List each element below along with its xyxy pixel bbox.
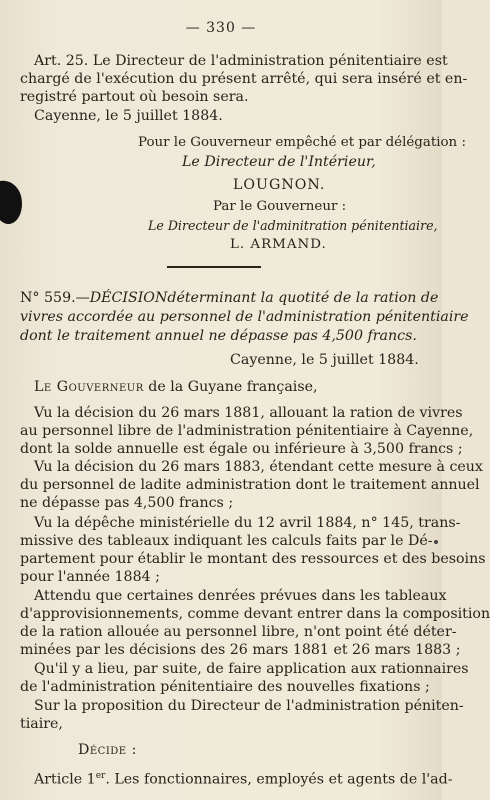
consideration-line-6: ne dépasse pas 4,500 francs ; — [20, 495, 234, 511]
article-1-line — [34, 767, 453, 789]
decision-heading-rest: déterminant la quotité de la ration de — [167, 290, 439, 306]
page-number: — 330 — — [185, 20, 257, 36]
consideration-line-1: Vu la décision du 26 mars 1881, allouant la ration de vivres — [34, 405, 463, 421]
article-1-superscript: er — [95, 771, 106, 781]
consideration-line-4: Vu la décision du 26 mars 1883, étendant cette mesure à ceux — [34, 459, 483, 475]
signature-name-armand: L. ARMAND. — [230, 237, 327, 252]
consideration-line-2: au personnel libre de l'administration pénitentiaire à Cayenne, — [20, 423, 474, 439]
consideration-line-17: Sur la proposition du Directeur de l'administration péniten- — [34, 698, 464, 714]
decision-heading-line-1 — [20, 289, 439, 307]
article-1-prefix: Article 1 — [34, 771, 96, 788]
consideration-line-16: de l'administration pénitentiaire des nouvelles fixations ; — [20, 679, 430, 695]
article-25-line-3: registré partout où besoin sera. — [20, 89, 249, 105]
decision-dash: — — [75, 290, 90, 306]
decision-title-word: DÉCISION — [89, 290, 168, 306]
decision-number: N° 559. — [20, 290, 76, 306]
article-25-line-2: chargé de l'exécution du présent arrêté, qui sera inséré et en- — [20, 71, 468, 87]
article-1-text: . Les fonctionnaires, employés et agents de l'ad- — [105, 771, 453, 788]
consideration-line-9: partement pour établir le montant des ressources et des besoins — [20, 551, 486, 567]
governor-territory: de la Guyane française, — [148, 379, 318, 395]
signature-director-interior-title: Le Directeur de l'Intérieur, — [182, 154, 376, 170]
consideration-line-11: Attendu que certaines denrées prévues dans les tableaux — [34, 588, 447, 604]
consideration-line-7: Vu la dépêche ministérielle du 12 avril 1884, n° 145, trans- — [34, 515, 461, 531]
governor-title: Le Gouverneur — [34, 379, 144, 395]
consideration-line-10: pour l'année 1884 ; — [20, 569, 160, 585]
date-line-1: Cayenne, le 5 juillet 1884. — [34, 108, 223, 124]
consideration-line-3: dont la solde annuelle est égale ou inférieure à 3,500 francs ; — [20, 441, 463, 457]
section-divider — [167, 266, 261, 268]
decide-heading: Décide : — [78, 742, 137, 758]
ink-blot-mark — [0, 177, 26, 226]
consideration-line-12: d'approvisionnements, comme devant entrer dans la composition — [20, 606, 490, 622]
consideration-line-15: Qu'il y a lieu, par suite, de faire application aux rationnaires — [34, 661, 469, 677]
consideration-line-18: tiaire, — [20, 716, 63, 732]
consideration-line-5: du personnel de ladite administration dont le traitement annuel — [20, 477, 480, 493]
ink-dot-mark — [434, 540, 438, 544]
consideration-line-13: de la ration allouée au personnel libre, n'ont point été déter- — [20, 624, 457, 640]
signature-par-le-gouverneur: Par le Gouverneur : — [213, 199, 347, 214]
date-line-2: Cayenne, le 5 juillet 1884. — [230, 352, 419, 368]
signature-director-penitentiary-title: Le Directeur de l'adminitration pénitentiaire, — [148, 218, 438, 233]
signature-name-lougnon: LOUGNON. — [233, 177, 326, 193]
consideration-line-8: missive des tableaux indiquant les calculs faits par le Dé- — [20, 533, 433, 549]
consideration-line-14: minées par les décisions des 26 mars 1881 et 26 mars 1883 ; — [20, 642, 461, 658]
signature-delegation-line: Pour le Gouverneur empêché et par délégation : — [138, 135, 466, 150]
article-25-line-1: Art. 25. Le Directeur de l'administration pénitentiaire est — [34, 53, 448, 69]
decision-heading-line-3: dont le traitement annuel ne dépasse pas 4,500 francs. — [20, 328, 417, 344]
decision-heading-line-2: vivres accordée au personnel de l'administration pénitentiaire — [20, 309, 469, 325]
governor-line — [34, 378, 318, 396]
